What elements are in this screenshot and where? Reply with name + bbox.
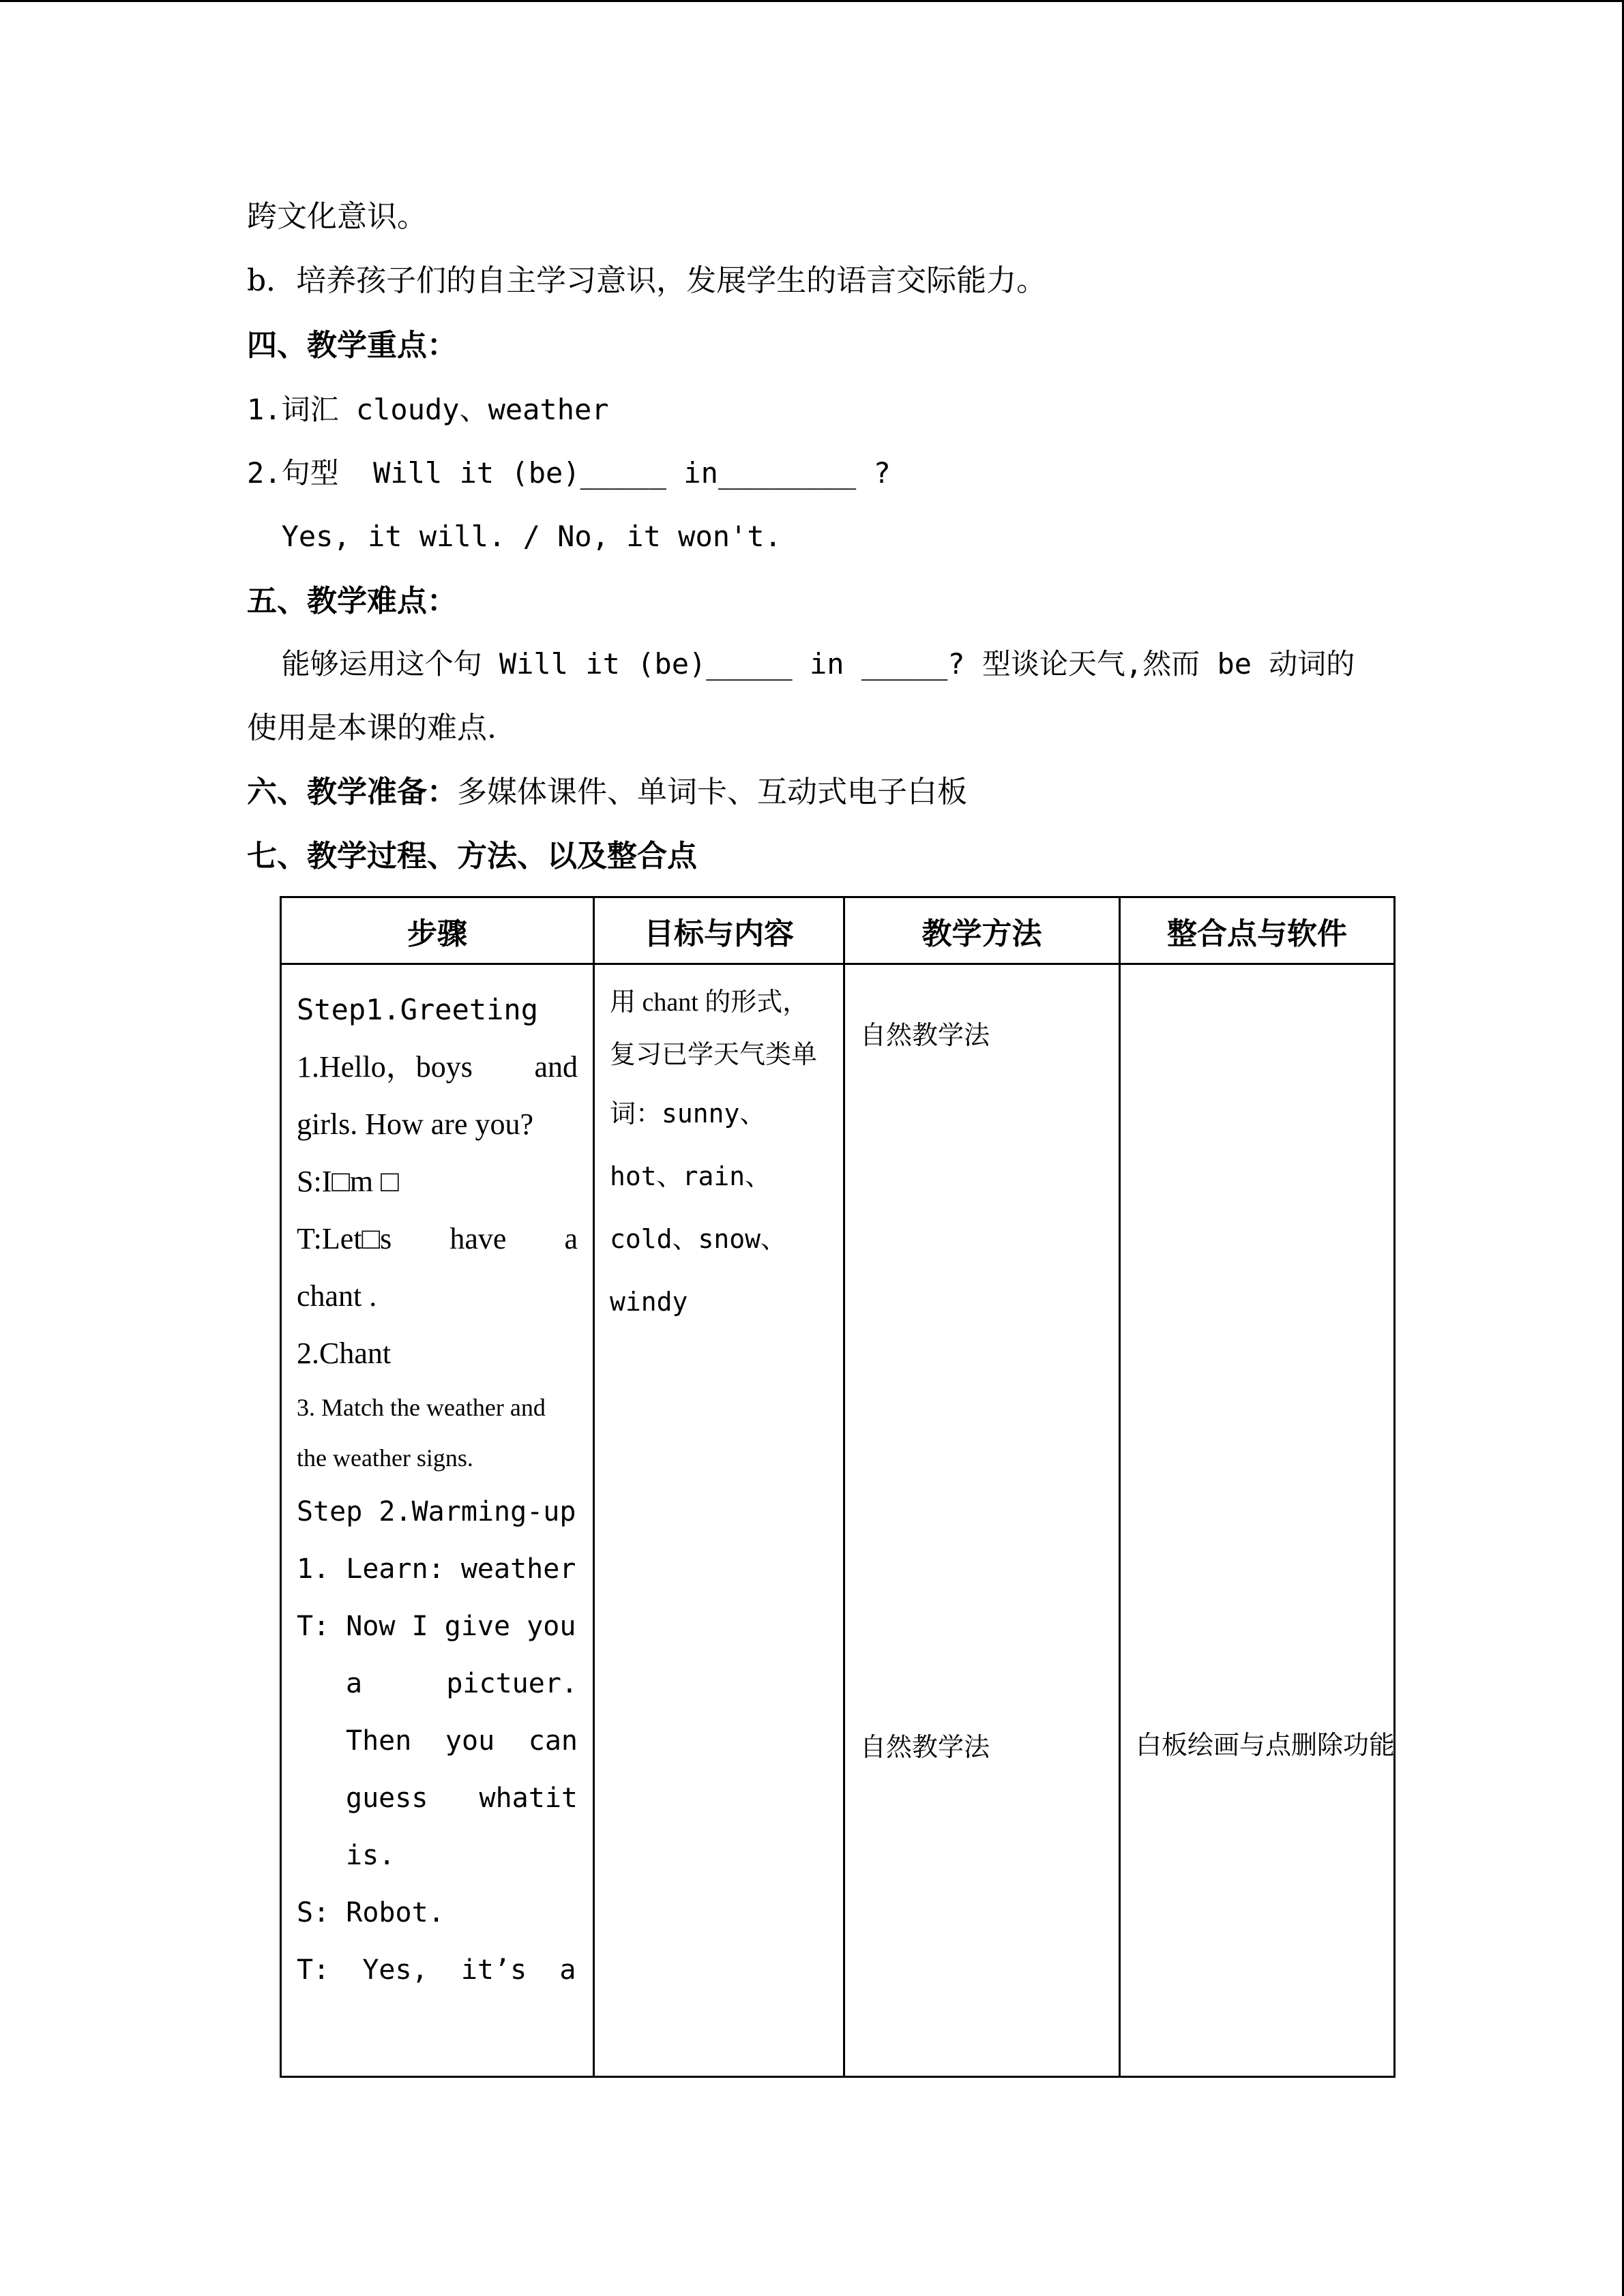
goal-line: windy: [610, 1287, 688, 1317]
text-line: 使用是本课的难点.: [247, 711, 497, 745]
step-word: can: [528, 1725, 578, 1757]
step-line: [297, 1712, 578, 1770]
text-line: 2.句型 Will it (be)_____ in________ ?: [247, 456, 891, 490]
step-line: T: Yes, it’s a: [297, 1954, 576, 1986]
step-word: have: [449, 1222, 507, 1255]
section-heading-6-label: 六、教学准备：: [247, 775, 457, 809]
step-word: 1.Hello，boys: [297, 1050, 473, 1084]
section-heading-5: 五、教学难点：: [247, 584, 457, 618]
step-line: is.: [346, 1840, 396, 1871]
step-line: S:I□m □: [297, 1165, 399, 1198]
header-steps: 步骤: [281, 897, 594, 964]
step-word: a: [346, 1668, 363, 1699]
step-line: T: Now I give you: [297, 1611, 576, 1642]
step-line: 2.Chant: [297, 1337, 392, 1370]
integration-cell: [1120, 964, 1395, 2077]
step-word: T:Let□s: [297, 1222, 392, 1255]
step-line: girls. How are you?: [297, 1107, 534, 1141]
text-line: Yes, it will. / No, it won't.: [247, 520, 782, 553]
goal-line: cold、snow、: [610, 1224, 787, 1254]
section-heading-7: 七、教学过程、方法、以及整合点: [247, 839, 697, 874]
text-line: 跨文化意识。: [247, 199, 427, 234]
step-line: 1. Learn: weather: [297, 1553, 576, 1585]
section-heading-6: [247, 777, 967, 807]
step-line: [297, 1210, 578, 1268]
goal-cell: [594, 964, 844, 2077]
step-line: 3. Match the weather and: [297, 1394, 546, 1421]
goal-line: 复习已学天气类单: [610, 1041, 818, 1069]
page-top-border: [0, 0, 1624, 2]
step-word: and: [534, 1050, 578, 1084]
goal-line: 词：sunny、: [610, 1099, 766, 1129]
step-word: guess: [346, 1783, 428, 1814]
step-line: Step1.Greeting: [297, 993, 539, 1026]
step-word: whatit: [479, 1783, 578, 1814]
step-line: [297, 1655, 578, 1712]
step-line: S: Robot.: [297, 1897, 445, 1928]
header-method: 教学方法: [844, 897, 1120, 964]
goal-line: hot、rain、: [610, 1161, 771, 1191]
step-line: [297, 1770, 578, 1827]
section-heading-6-text: 多媒体课件、单词卡、互动式电子白板: [457, 775, 967, 809]
step-line: chant .: [297, 1279, 377, 1313]
method-text: 自然教学法: [860, 1732, 990, 1762]
lesson-table: [280, 896, 1396, 2078]
step-word: pictuer.: [446, 1668, 578, 1699]
steps-cell: [281, 964, 594, 2077]
section-heading-4: 四、教学重点：: [247, 328, 457, 363]
table-header-row: [281, 897, 1395, 964]
text-line: b．培养孩子们的自主学习意识，发展学生的语言交际能力。: [247, 263, 1047, 298]
step-line: [297, 1039, 578, 1096]
step-word: you: [445, 1725, 495, 1757]
integration-text: 白板绘画与点删除功能: [1136, 1730, 1396, 1760]
method-cell: [844, 964, 1120, 2077]
step-word: a: [564, 1222, 578, 1255]
header-goal: 目标与内容: [594, 897, 844, 964]
text-line: 能够运用这个句 Will it (be)_____ in _____? 型谈论天气,然而 be 动词的: [247, 647, 1355, 681]
method-text: 自然教学法: [860, 1020, 990, 1050]
text-line: 1.词汇 cloudy、weather: [247, 393, 609, 426]
goal-line: 用 chant 的形式，: [610, 988, 809, 1017]
step-word: Then: [346, 1725, 412, 1757]
step-line: the weather signs.: [297, 1444, 473, 1472]
header-integration: 整合点与软件: [1120, 897, 1395, 964]
table-row: [281, 964, 1395, 2077]
step-line: Step 2.Warming-up: [297, 1496, 576, 1527]
